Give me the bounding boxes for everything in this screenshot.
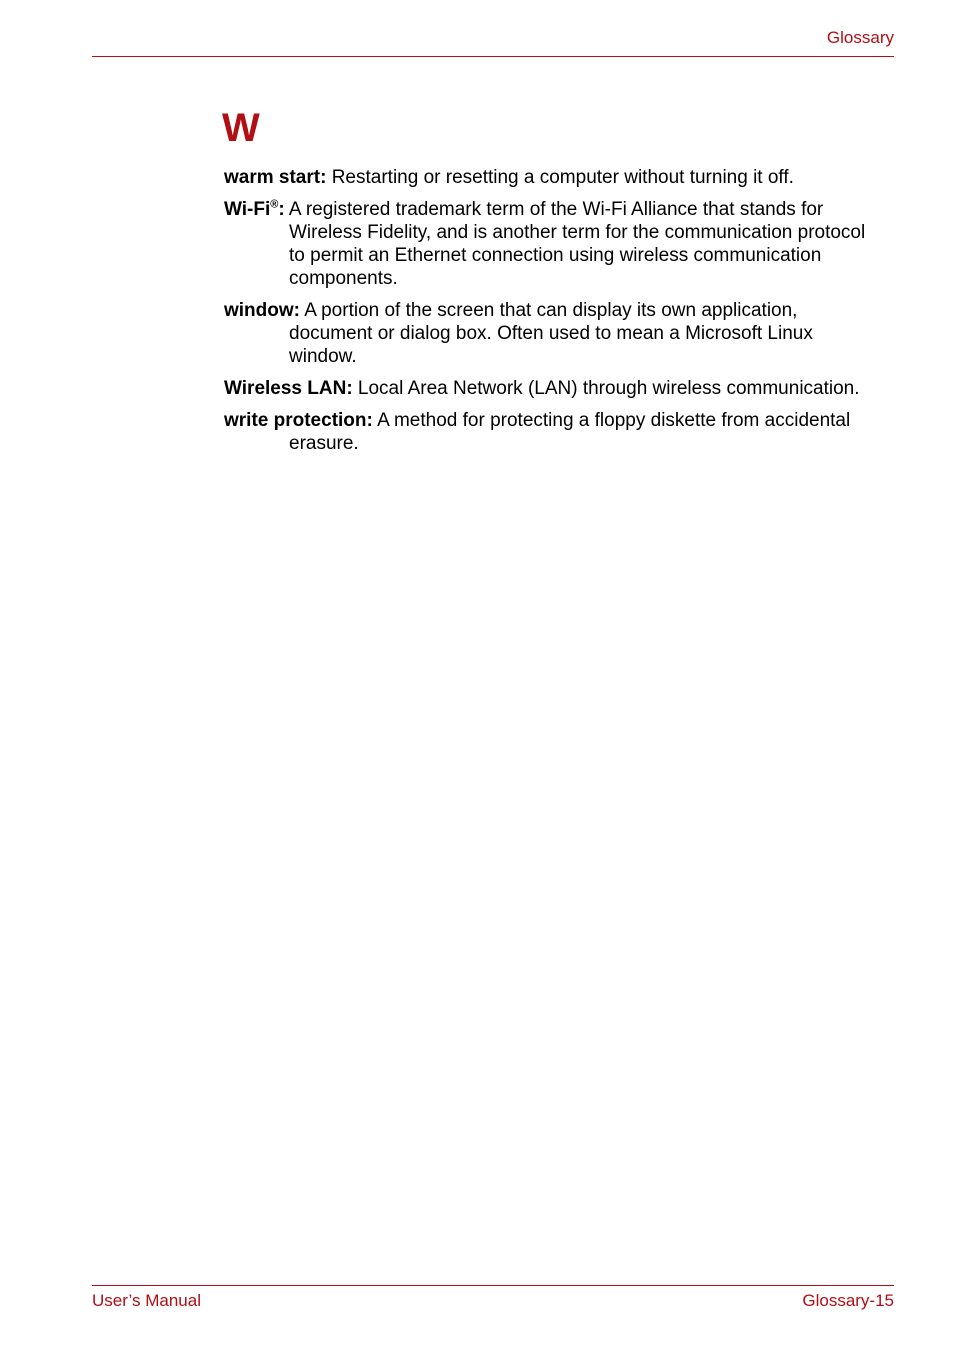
glossary-definition: Restarting or resetting a computer without turning it off. (326, 167, 794, 188)
glossary-definition: A registered trademark term of the Wi-Fi Alliance that stands for Wireless Fidelity, and is another term for the communication protocol to permit an Ethernet connection using wireless communication components. (284, 199, 866, 289)
header-rule (92, 56, 894, 57)
glossary-term (224, 199, 285, 220)
glossary-entry-write-protection (224, 409, 884, 455)
section-letter-heading: W (222, 106, 260, 150)
glossary-term-text: Wi-Fi (224, 199, 271, 220)
running-header-title: Glossary (826, 28, 894, 47)
glossary-entry-window (224, 299, 884, 368)
glossary-entry-wireless-lan (224, 377, 884, 400)
glossary-term: warm start: (224, 167, 327, 188)
glossary-definition: A method for protecting a floppy diskette from accidental erasure. (289, 410, 851, 454)
glossary-entries (224, 166, 884, 464)
glossary-term: Wireless LAN: (224, 378, 353, 399)
glossary-entry-wi-fi (224, 198, 884, 290)
glossary-term: write protection: (224, 410, 373, 431)
glossary-term-colon: : (278, 199, 285, 220)
glossary-term: window: (224, 300, 300, 321)
footer-rule (92, 1285, 894, 1286)
footer-page-number: Glossary-15 (802, 1291, 894, 1310)
glossary-entry-warm-start (224, 166, 884, 189)
glossary-definition: A portion of the screen that can display its own application, document or dialog box. Often used to mean a Microsoft Linux window. (289, 300, 813, 367)
footer-manual-title: User’s Manual (92, 1291, 201, 1310)
glossary-definition: Local Area Network (LAN) through wireless communication. (352, 378, 860, 399)
registered-mark: ® (270, 198, 279, 211)
